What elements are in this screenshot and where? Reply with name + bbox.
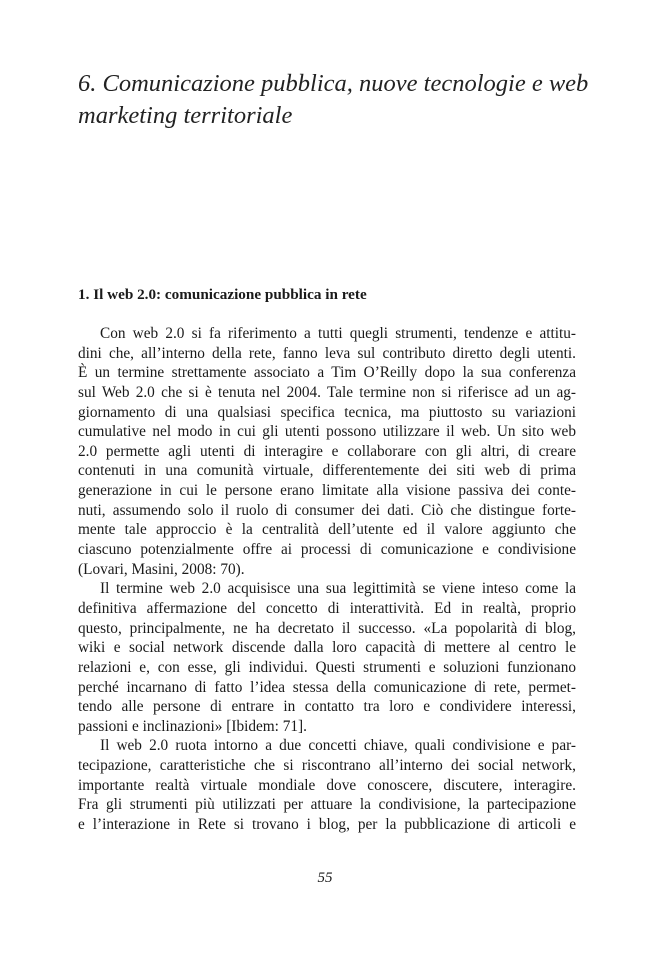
paragraph <box>78 324 576 579</box>
chapter-title-line: 6. Comunicazione pubblica, nuove tecnologie e web <box>78 70 589 97</box>
text-line: passioni e inclinazioni» [Ibidem: 71]. <box>78 717 307 735</box>
text-line: Fra gli strumenti più utilizzati per attuare la condivisione, la partecipazione <box>78 796 576 814</box>
text-line: questo, principalmente, ne ha decretato il successo. «La popolarità di blog, <box>78 619 576 637</box>
chapter-title <box>78 68 589 132</box>
page-number: 55 <box>317 870 333 886</box>
text-line: cumulative nel modo in cui gli utenti possono utilizzare il web. Un sito web <box>78 423 576 441</box>
paragraph <box>78 736 576 834</box>
text-line: Con web 2.0 si fa riferimento a tutti quegli strumenti, tendenze e attitu- <box>100 325 576 342</box>
text-line: tecipazione, caratteristiche che si riscontrano all’interno dei social network, <box>78 757 576 775</box>
text-line: nuti, assumendo solo il ruolo di consumer dei dati. Ciò che distingue forte- <box>78 501 576 519</box>
text-line: Il web 2.0 ruota intorno a due concetti chiave, quali condivisione e par- <box>100 737 576 755</box>
text-line: generazione in cui le persone erano limitate alla visione passiva dei conte- <box>78 482 576 500</box>
text-line: 2.0 permette agli utenti di interagire e collaborare con gli altri, di creare <box>78 442 576 460</box>
chapter-title-line: marketing territoriale <box>78 102 293 129</box>
text-line: (Lovari, Masini, 2008: 70). <box>78 560 245 578</box>
text-line: e l’interazione in Rete si trovano i blog, per la pubblicazione di articoli e <box>78 816 576 834</box>
paragraph <box>78 579 576 736</box>
text-line: tendo alle persone di entrare in contatto tra loro e condividere interessi, <box>78 698 576 716</box>
text-line: mente tale approccio è la centralità dell’utente ed il valore aggiunto che <box>78 521 576 539</box>
text-line: wiki e social network discende dalla loro capacità di mettere al centro le <box>78 639 576 657</box>
text-line: definitiva affermazione del concetto di interattività. Ed in realtà, proprio <box>78 599 576 617</box>
text-line: ciascuno potenzialmente offre ai processi di comunicazione e condivisione <box>78 541 576 559</box>
text-line: relazioni e, con esse, gli individui. Questi strumenti e soluzioni funzionano <box>78 658 576 676</box>
body-text <box>78 324 576 835</box>
text-line: importante realtà virtuale mondiale dove conoscere, discutere, interagire. <box>78 776 576 794</box>
text-line: sul Web 2.0 che si è tenuta nel 2004. Tale termine non si riferisce ad un ag- <box>78 383 576 401</box>
text-line: perché incarnano di fatto l’idea stessa della comunicazione di rete, permet- <box>78 678 576 696</box>
text-line: Il termine web 2.0 acquisisce una sua legittimità se viene inteso come la <box>100 580 576 598</box>
text-line: giornamento di una qualsiasi specifica tecnica, ma piuttosto su variazioni <box>78 403 576 421</box>
text-line: È un termine strettamente associato a Tim O’Reilly dopo la sua conferenza <box>78 364 576 382</box>
text-line: contenuti in una comunità virtuale, differentemente dei siti web di prima <box>78 462 576 480</box>
text-line: dini che, all’interno della rete, fanno leva sul contributo diretto degli utenti. <box>78 344 576 362</box>
section-heading: 1. Il web 2.0: comunicazione pubblica in rete <box>78 286 367 303</box>
